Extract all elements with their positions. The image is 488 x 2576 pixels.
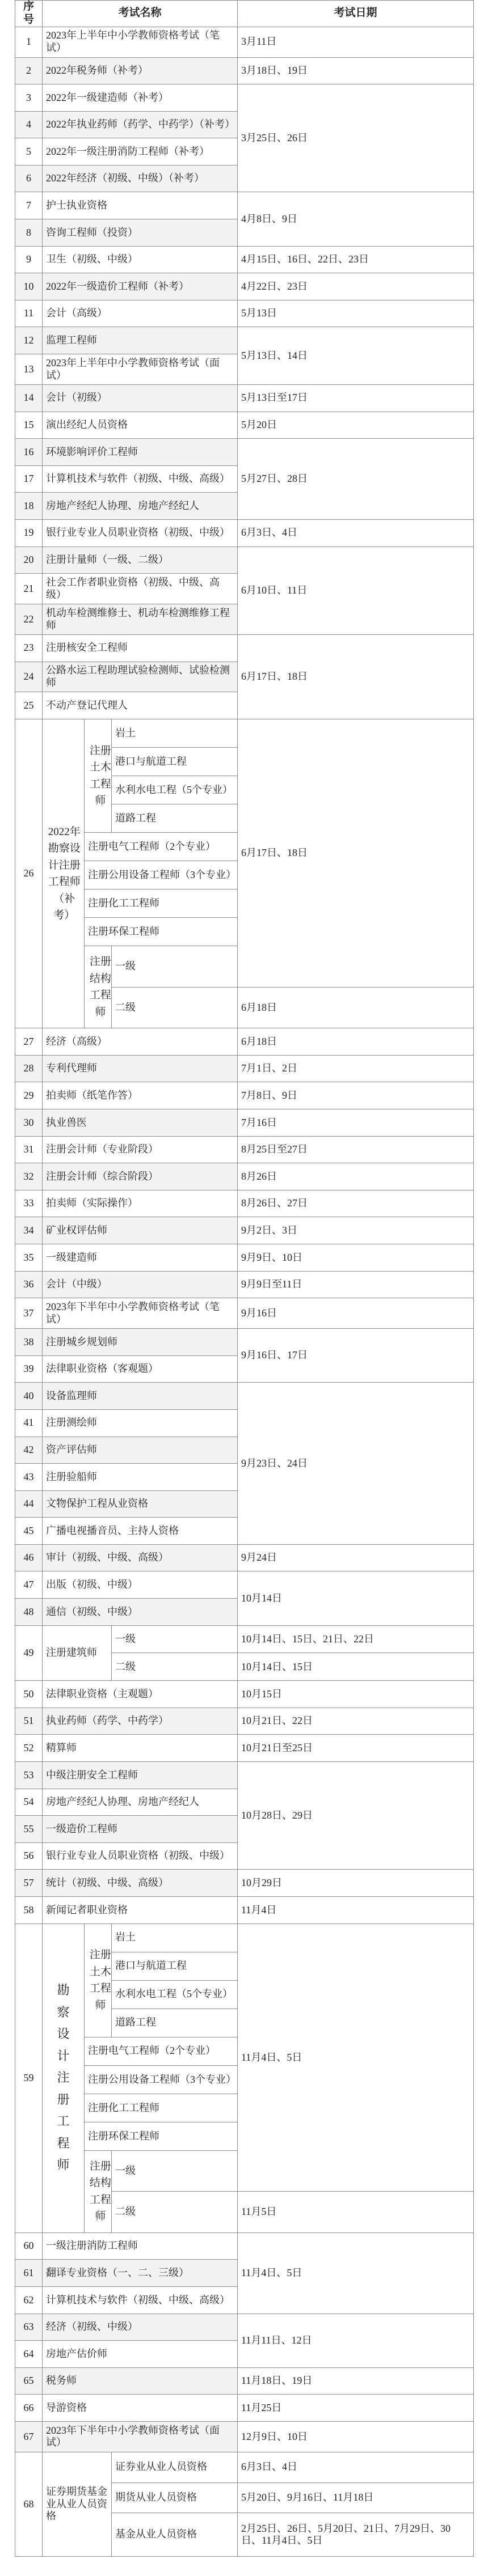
table-row: 57 统计（初级、中级、高级） 10月29日	[15, 1870, 474, 1897]
table-header-row	[15, 1, 474, 27]
table-row: 36 会计（中级） 9月9日至11日	[15, 1271, 474, 1298]
table-row: 水利水电工程（5个专业）	[15, 776, 474, 804]
table-row: 42 资产评估师	[15, 1437, 474, 1464]
table-row: 5 2022年一级注册消防工程师（补考）	[15, 138, 474, 166]
table-row: 67 2023年下半年中小学教师资格考试（面试） 12月9日、10日	[15, 2421, 474, 2452]
structural-engineer-label: 注册结构工程师	[85, 2150, 112, 2232]
table-row: 港口与航道工程	[15, 748, 474, 776]
table-row: 22 机动车检测维修士、机动车检测维修工程师	[15, 604, 474, 635]
table-row: 4 2022年执业药师（药学、中药学）（补考）	[15, 111, 474, 138]
table-row: 60 一级注册消防工程师 11月4日、5日	[15, 2232, 474, 2260]
table-row: 基金从业人员资格 2月25日、26日、5月20日、21日、7月29日、30日、11月4日、5日	[15, 2513, 474, 2557]
table-row: 6 2022年经济（初级、中级）（补考）	[15, 165, 474, 192]
table-row: 19 银行业专业人员职业资格（初级、中级） 6月3日、4日	[15, 519, 474, 546]
table-row: 2 2022年税务师（补考） 3月18日、19日	[15, 57, 474, 84]
table-row: 54 房地产经纪人协理、房地产经纪人	[15, 1789, 474, 1816]
exam-schedule-table	[15, 0, 474, 2557]
table-row: 58 新闻记者职业资格 11月4日	[15, 1897, 474, 1924]
table-row: 16 环境影响评价工程师 5月27日、28日	[15, 439, 474, 466]
table-row: 41 注册测绘师	[15, 1409, 474, 1437]
table-row: 66 导游资格 11月25日	[15, 2395, 474, 2422]
table-row: 注册公用设备工程师（3个专业）	[15, 2065, 474, 2094]
table-row: 48 通信（初级、中级）	[15, 1599, 474, 1626]
group-label: 勘察设计注册工程师	[43, 1923, 85, 2232]
table-row: 注册电气工程师（2个专业）	[15, 2037, 474, 2065]
table-row: 15 演出经纪人员资格 5月20日	[15, 412, 474, 439]
civil-engineer-label: 注册土木工程师	[85, 719, 112, 833]
table-row: 55 一级造价工程师	[15, 1816, 474, 1843]
table-row: 50 法律职业资格（主观题） 10月15日	[15, 1681, 474, 1708]
table-row: 68 证券期货基金业从业人员资格 证券业从业人员资格 6月3日、4日	[15, 2452, 474, 2482]
table-row: 13 2023年上半年中小学教师资格考试（面试）	[15, 354, 474, 385]
table-row: 62 计算机技术与软件（初级、中级、高级）	[15, 2287, 474, 2314]
table-row: 47 出版（初级、中级） 10月14日	[15, 1571, 474, 1599]
table-row: 二级 11月5日	[15, 2192, 474, 2232]
table-row: 注册环保工程师	[15, 918, 474, 946]
table-row: 26 2022年勘察设计注册工程师（补考） 注册土木工程师 岩土 6月17日、18日	[15, 719, 474, 748]
table-row: 38 注册城乡规划师 9月16日、17日	[15, 1329, 474, 1356]
table-row: 32 注册会计师（综合阶段） 8月26日	[15, 1163, 474, 1190]
table-row: 3 2022年一级建造师（补考） 3月25日、26日	[15, 84, 474, 112]
table-row: 18 房地产经纪人协理、房地产经纪人	[15, 493, 474, 520]
table-row: 11 会计（高级） 5月13日	[15, 300, 474, 327]
table-row: 34 矿业权评估师 9月2日、3日	[15, 1217, 474, 1244]
table-row: 注册公用设备工程师（3个专业）	[15, 861, 474, 889]
table-row: 64 房地产估价师	[15, 2341, 474, 2368]
table-row: 注册结构工程师 一级	[15, 946, 474, 987]
table-row: 注册化工工程师	[15, 2094, 474, 2122]
table-row: 9 卫生（初级、中级） 4月15日、16日、22日、23日	[15, 246, 474, 273]
table-row: 30 执业兽医 7月16日	[15, 1109, 474, 1137]
table-row: 43 注册验船师	[15, 1464, 474, 1491]
table-row: 注册环保工程师	[15, 2122, 474, 2150]
table-row: 45 广播电视播音员、主持人资格	[15, 1518, 474, 1545]
table-row: 61 翻译专业资格（一、二、三级）	[15, 2260, 474, 2287]
table-row: 56 银行业专业人员职业资格（初级、中级）	[15, 1842, 474, 1870]
table-row: 二级 6月18日	[15, 987, 474, 1028]
table-row: 23 注册核安全工程师 6月17日、18日	[15, 634, 474, 662]
table-row: 37 2023年下半年中小学教师资格考试（笔试） 9月16日	[15, 1298, 474, 1329]
table-row: 24 公路水运工程助理试验检测师、试验检测师	[15, 662, 474, 692]
table-row: 40 设备监理师 9月23日、24日	[15, 1383, 474, 1410]
table-row: 港口与航道工程	[15, 1952, 474, 1980]
table-row: 8 咨询工程师（投资）	[15, 219, 474, 247]
table-row: 17 计算机技术与软件（初级、中级、高级）	[15, 465, 474, 493]
table-row: 49 注册建筑师 一级 10月14日、15日、21日、22日	[15, 1625, 474, 1653]
header-exam-name: 考试名称	[43, 1, 238, 27]
table-row: 10 2022年一级造价工程师（补考） 4月22日、23日	[15, 273, 474, 300]
table-row: 25 不动产登记代理人	[15, 692, 474, 719]
structural-engineer-label: 注册结构工程师	[85, 946, 112, 1028]
table-row: 道路工程	[15, 804, 474, 833]
table-row: 1 2023年上半年中小学教师资格考试（笔试） 3月11日	[15, 27, 474, 57]
table-row: 二级 10月14日、15日	[15, 1653, 474, 1681]
table-row: 水利水电工程（5个专业）	[15, 1980, 474, 2009]
exam-schedule-sheet	[15, 0, 473, 2557]
table-row: 期货从业人员资格 5月20日、9月16日、11月18日	[15, 2482, 474, 2513]
table-row: 39 法律职业资格（客观题）	[15, 1355, 474, 1383]
table-row: 27 经济（高级） 6月18日	[15, 1028, 474, 1056]
table-row: 29 拍卖师（纸笔作答） 7月8日、9日	[15, 1082, 474, 1109]
table-row: 33 拍卖师（实际操作） 8月26日、27日	[15, 1190, 474, 1217]
table-row: 21 社会工作者职业资格（初级、中级、高级）	[15, 574, 474, 604]
table-row: 52 精算师 10月21日至25日	[15, 1735, 474, 1762]
table-row: 注册电气工程师（2个专业）	[15, 833, 474, 861]
table-row: 注册结构工程师 一级	[15, 2150, 474, 2191]
table-row: 7 护士执业资格 4月8日、9日	[15, 192, 474, 219]
table-row: 35 一级建造师 9月9日、10日	[15, 1244, 474, 1272]
table-row: 20 注册计量师（一级、二级） 6月10日、11日	[15, 546, 474, 574]
header-exam-date: 考试日期	[238, 1, 474, 27]
table-row: 44 文物保护工程从业资格	[15, 1490, 474, 1518]
table-row: 28 专利代理师 7月1日、2日	[15, 1055, 474, 1082]
table-row: 注册化工工程师	[15, 889, 474, 918]
table-row: 51 执业药师（药学、中药学） 10月21日、22日	[15, 1708, 474, 1735]
table-row: 46 审计（初级、中级、高级） 9月24日	[15, 1544, 474, 1571]
table-row: 31 注册会计师（专业阶段） 8月25日至27日	[15, 1136, 474, 1163]
table-row: 63 经济（初级、中级） 11月11日、12日	[15, 2314, 474, 2341]
table-row: 12 监理工程师 5月13日、14日	[15, 327, 474, 354]
civil-engineer-label: 注册土木工程师	[85, 1923, 112, 2037]
table-row: 14 会计（初级） 5月13日至17日	[15, 384, 474, 412]
table-row: 59 勘察设计注册工程师 注册土木工程师 岩土 11月4日、5日	[15, 1923, 474, 1952]
table-row: 65 税务师 11月18日、19日	[15, 2367, 474, 2395]
group-label: 2022年勘察设计注册工程师（补考）	[43, 719, 85, 1028]
table-row: 道路工程	[15, 2009, 474, 2037]
table-row: 53 中级注册安全工程师 10月28日、29日	[15, 1762, 474, 1789]
header-number: 序号	[15, 1, 43, 27]
